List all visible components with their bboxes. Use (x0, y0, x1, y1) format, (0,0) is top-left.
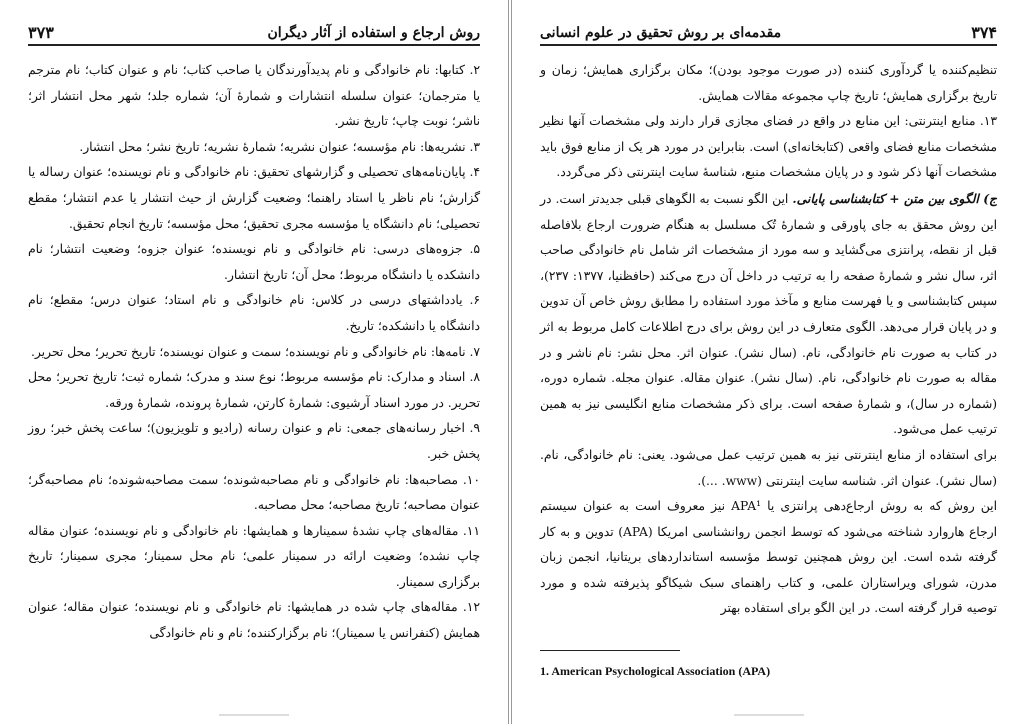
list-item: ۲. کتابها: نام خانوادگی و نام پدیدآورندگان یا صاحب کتاب؛ نام و عنوان کتاب؛ نام مترجم یا مترجمان؛ عنوان سلسله انتشارات و شمارهٔ آن؛ شماره جلد؛ شهر محل انتشار اثر؛ ناشر؛ نوبت چاپ؛ تاریخ نشر. (28, 63, 480, 129)
section-paragraph (540, 186, 997, 443)
page-bottom-mark (734, 714, 804, 716)
left-page-number: ۳۷۳ (28, 23, 54, 42)
list-item: ۵. جزوه‌های درسی: نام خانوادگی و نام نویسنده؛ عنوان جزوه؛ وضعیت انتشار؛ نام دانشکده یا دانشگاه مربوط؛ محل آن؛ تاریخ انتشار. (28, 242, 480, 282)
list-item: ۶. یادداشتهای درسی در کلاس: نام خانوادگی و نام استاد؛ عنوان درس؛ مقطع؛ نام دانشگاه یا دانشکده؛ تاریخ. (28, 293, 480, 333)
left-running-title: روش ارجاع و استفاده از آثار دیگران (267, 25, 480, 41)
list-item: ۸. اسناد و مدارک: نام مؤسسه مربوط؛ نوع سند و مدرک؛ شماره ثبت؛ تاریخ تحریر؛ محل تحریر. در مورد اسناد آرشیوی: شمارهٔ کارتن، شمارهٔ پرونده، شمارهٔ ورقه. (28, 370, 480, 410)
right-page-body (540, 58, 997, 704)
list-item: ۹. اخبار رسانه‌های جمعی: نام و عنوان رسانه (رادیو و تلویزیون)؛ ساعت پخش خبر؛ روز پخش خبر. (28, 421, 480, 461)
list-item: ۱۲. مقاله‌های چاپ شده در همایشها: نام خانوادگی و نام نویسنده؛ عنوان مقاله؛ عنوان همایش (کنفرانس یا سمینار)؛ نام برگزارکننده؛ نام و نام خانوادگی (28, 600, 480, 641)
paragraph: این روش که به روش ارجاع‌دهی پرانتزی یا APA¹ نیز معروف است به عنوان سیستم ارجاع هاروارد شناخته می‌شود که توسط انجمن روانشناسی امریکا (APA) تدوین و به کار گرفته شده است. این روش همچنین توسط مؤسسه استانداردهای بریتانیا، انجمن زبان مدرن، شورای ویراستاران علمی، و کتاب راهنمای سبک شیکاگو پذیرفته شده و مورد توصیه قرار گرفته است. در این الگو برای استفاده بهتر (540, 499, 997, 616)
paragraph: تنظیم‌کننده یا گردآوری کننده (در صورت موجود بودن)؛ مکان برگزاری همایش؛ زمان و تاریخ برگزاری همایش؛ تاریخ چاپ مجموعه مقالات همایش. (540, 63, 997, 103)
list-item: ۳. نشریه‌ها: نام مؤسسه؛ عنوان نشریه؛ شمارهٔ نشریه؛ تاریخ نشر؛ محل انتشار. (79, 139, 480, 154)
left-page (0, 0, 509, 724)
right-running-title: مقدمه‌ای بر روش تحقیق در علوم انسانی (540, 25, 782, 41)
list-item: ۷. نامه‌ها: نام خانوادگی و نام نویسنده؛ سمت و عنوان نویسنده؛ تاریخ تحریر؛ محل تحریر. (30, 344, 480, 359)
left-page-body (28, 58, 480, 704)
left-running-head (28, 18, 480, 46)
right-running-head (540, 18, 997, 46)
right-page (511, 0, 1024, 724)
section-heading: ج) الگوی بین متن + کتابشناسی پایانی. (792, 190, 997, 206)
paragraph: ۱۳. منابع اینترنتی: این منابع در واقع در فضای مجازی قرار دارند ولی مشخصات آنها نظیر مشخصات منابع فضای واقعی (کتابخانه‌ای) است. بنابراین در مورد هر یک از منابع فوق باید مشخصات آنها ذکر شود و در پایان مشخصات منبع، شناسهٔ سایت اینترنتی ذکر می‌گردد. (540, 114, 997, 180)
section-text: این الگو نسبت به الگوهای قبلی جدیدتر است. در این روش محقق به جای پاورقی و شمارهٔ تُک مسلسل به هنگام ضرورت ارجاع بلافاصله قبل از نقطه، پرانتزی می‌گشاید و سه مورد از مشخصات اثر شامل نام خانوادگی صاحب اثر، سال نشر و شمارهٔ صفحه را به ترتیب در داخل آن درج می‌کند (حافظنیا، ۱۳۷۷: ۲۳۷)، سپس کتابشناسی و یا فهرست منابع و مآخذ مورد استفاده را مطابق روش خاص آن تدوین و در پایان قرار می‌دهد. الگوی متعارف در این روش برای درج اطلاعات کامل مربوط به اثر در کتاب به صورت نام خانوادگی، نام. (سال نشر). عنوان اثر. محل نشر: نام ناشر و در مقاله به صورت نام خانوادگی، نام. (سال نشر). عنوان مقاله. عنوان مجله. شماره دوره، (شماره در سال)، و شمارهٔ صفحه است. برای ذکر مشخصات منابع انگلیسی نیز به همین ترتیب عمل می‌شود. (540, 191, 998, 437)
list-item: ۱۰. مصاحبه‌ها: نام خانوادگی و نام مصاحبه‌شونده؛ سمت مصاحبه‌شونده؛ نام مصاحبه‌گر؛ عنوان مصاحبه؛ تاریخ مصاحبه؛ محل مصاحبه. (28, 472, 480, 513)
list-item: ۴. پایان‌نامه‌های تحصیلی و گزارشهای تحقیق: نام خانوادگی و نام نویسنده؛ عنوان رساله یا گزارش؛ نام ناظر یا استاد راهنما؛ وضعیت گزارش از حیث انتشار یا عدم انتشار؛ مقطع تحصیلی؛ نام دانشگاه یا مؤسسه مجری تحقیق؛ محل مؤسسه؛ تاریخ انجام تحقیق. (28, 165, 480, 231)
right-page-number: ۳۷۴ (971, 23, 997, 42)
page-bottom-mark (219, 714, 289, 716)
footnote-rule (540, 650, 680, 651)
list-item: ۱۱. مقاله‌های چاپ نشدهٔ سمینارها و همایشها: نام خانوادگی و نام نویسنده؛ عنوان مقاله چاپ نشده؛ وضعیت ارائه در سمینار علمی؛ نام محل سمینار؛ مجری سمینار؛ تاریخ برگزاری سمینار. (28, 523, 480, 589)
paragraph: برای استفاده از منابع اینترنتی نیز به همین ترتیب عمل می‌شود. یعنی: نام خانوادگی، نام. (سال نشر). عنوان اثر. شناسه سایت اینترنتی (www. ...). (540, 447, 997, 488)
footnote: 1. American Psychological Association (APA) (540, 664, 771, 678)
